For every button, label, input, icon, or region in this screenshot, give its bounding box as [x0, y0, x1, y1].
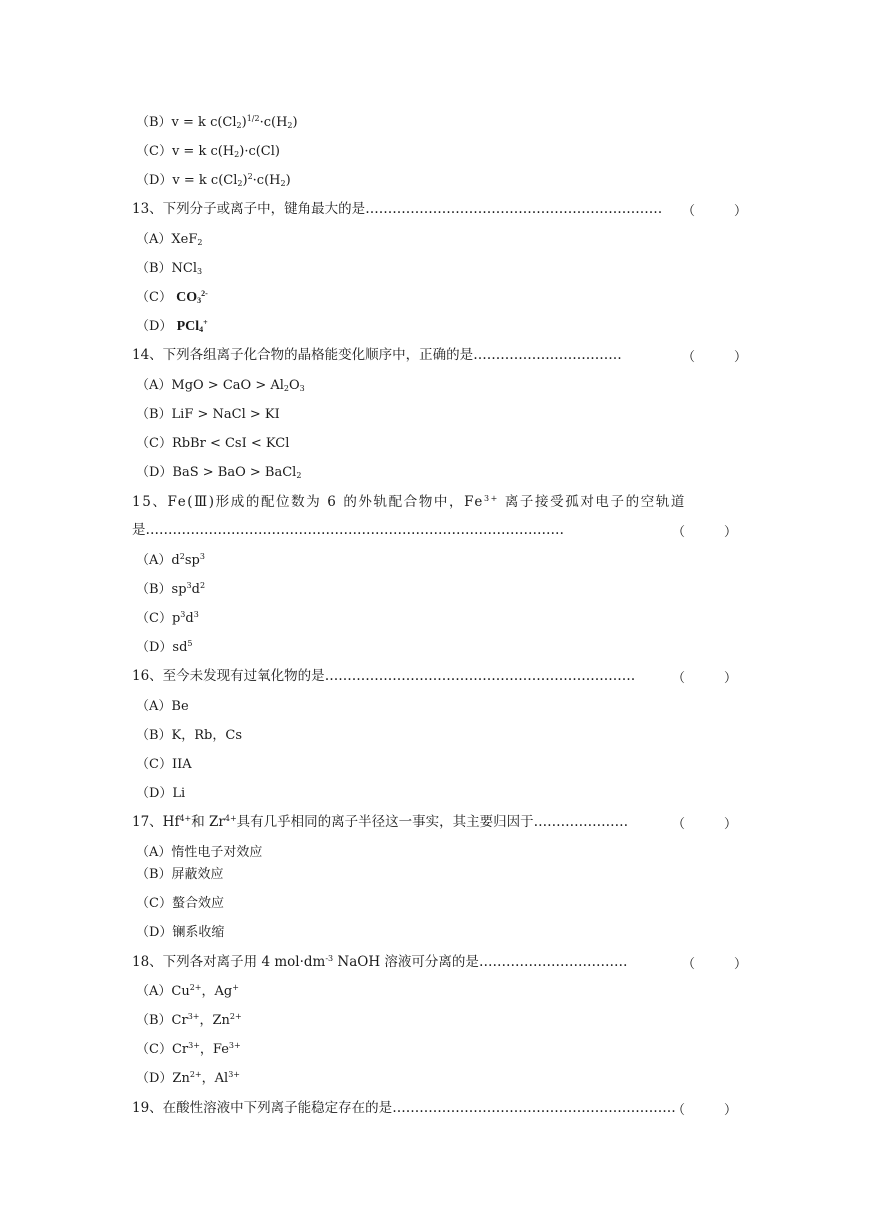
question-14-option-b: （B）LiF > NaCl > KI: [136, 407, 280, 422]
question-13-option-d: （D） PCl$_4$+: [136, 318, 208, 334]
question-13-stem: 13、下列分子或离子中，键角最大的是…………………………………………………………: [132, 201, 663, 217]
question-14-option-a: （A）MgO > CaO > $Al_2O_3$: [136, 378, 305, 393]
question-17-option-b: （B）屏蔽效应: [136, 867, 224, 882]
question-16-option-c: （C）IIA: [136, 757, 192, 772]
question-19-stem: 19、在酸性溶液中下列离子能稳定存在的是………………………………………………………: [132, 1100, 676, 1116]
question-18-option-a: $(A)Cu^{2+}$，Ag+: [136, 983, 239, 999]
answer-paren-19: （ ）: [672, 1103, 738, 1118]
question-18-option-c: $(C)Cr^{3+}$，$Fe^{3+}$: [136, 1041, 241, 1057]
question-16-option-a: （A）Be: [136, 699, 189, 714]
question-13-option-b: （B）NCl$_3$: [136, 261, 203, 276]
question-15-option-b: $(B)sp^3d^2$: [136, 581, 206, 597]
answer-paren-16: （ ）: [672, 671, 738, 686]
answer-paren-17: （ ）: [672, 817, 738, 832]
question-18-option-b: $(B)Cr^{3+}$，$Zn^{2+}$: [136, 1012, 242, 1028]
answer-paren-15: （ ）: [672, 525, 738, 540]
answer-paren-13: （ ）: [682, 204, 748, 219]
question-17-option-c: （C）螯合效应: [136, 896, 224, 911]
question-14-stem: 14、下列各组离子化合物的晶格能变化顺序中，正确的是……………………………: [132, 347, 622, 363]
option-prev-c: （C）v = k $c(H_2)\cdot c(Cl)$: [136, 144, 280, 159]
question-15-option-c: $(C)p^3d^3$: [136, 610, 199, 626]
question-18-stem: 18、下列各对离子用 4 $mol\cdot dm^{-3}$ NaOH 溶液可分离的是……………………………: [132, 954, 628, 970]
question-15-option-d: $(D)sd^5$: [136, 639, 193, 655]
question-17-stem: 17、$Hf^{4+}$和 $Zr^{4+}$具有几乎相同的离子半径这一事实，其主要归因于…………………: [132, 814, 629, 830]
question-18-option-d: $(D)Zn^{2+}$，$Al^{3+}$: [136, 1070, 240, 1086]
answer-paren-18: （ ）: [682, 957, 748, 972]
question-17-option-d: （D）镧系收缩: [136, 925, 225, 940]
option-prev-d: （D）v = k $c(Cl_2)^2\cdot c(H_2)$: [136, 172, 291, 188]
option-prev-b: （B）v = k $c(Cl_2)^{1/2}\cdot c(H_2)$: [136, 114, 298, 130]
question-17-option-a: （A）惰性电子对效应: [136, 845, 263, 860]
question-15-stem-line1: 15、Fe(Ⅲ)形成的配位数为 6 的外轨配合物中，$Fe^{3+}$ 离子接受孤对电子的空轨道: [132, 494, 687, 510]
question-16-option-d: （D）Li: [136, 786, 186, 801]
question-16-option-b: （B）K，Rb，Cs: [136, 728, 242, 743]
question-15-option-a: $(A)d^2sp^3$: [136, 552, 205, 568]
question-13-option-c: （C） $CO_3^{2-}$: [136, 289, 208, 305]
question-13-option-a: （A）XeF$_2$: [136, 232, 203, 247]
question-14-option-d: （D）BaS > BaO > BaCl$_2$: [136, 465, 302, 480]
question-14-option-c: （C）RbBr < CsI < KCl: [136, 436, 290, 451]
question-16-stem: 16、至今未发现有过氧化物的是……………………………………………………………: [132, 668, 636, 684]
answer-paren-14: （ ）: [682, 350, 748, 365]
question-15-stem-line2: 是…………………………………………………………………………………: [132, 522, 564, 538]
